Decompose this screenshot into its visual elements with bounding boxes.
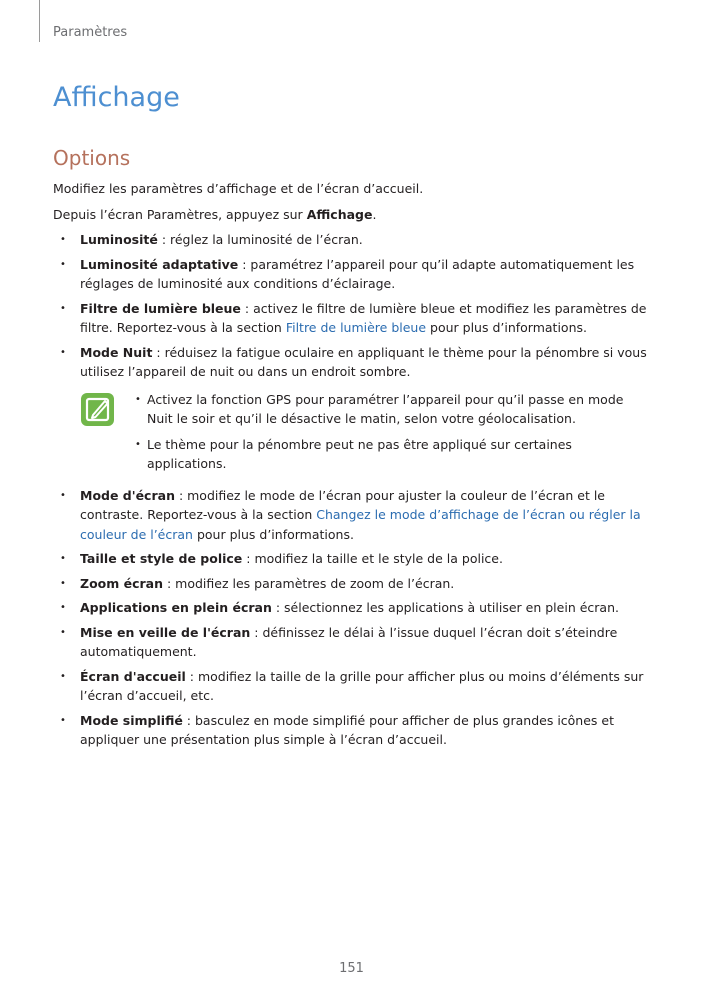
option-term: Filtre de lumière bleue: [80, 300, 241, 316]
screen-mode-link[interactable]: Changez le mode d’affichage de l’écran ou régler la couleur de l’écran: [80, 507, 641, 542]
option-desc: : sélectionnez les applications à utiliser en plein écran.: [271, 600, 619, 615]
option-desc: : modifiez les paramètres de zoom de l’écran.: [163, 575, 455, 591]
list-item: [53, 230, 653, 250]
option-term: Applications en plein écran: [80, 600, 272, 615]
option-term: Mode simplifié: [80, 712, 183, 728]
option-term: Écran d'accueil: [80, 668, 186, 684]
option-desc: : basculez en mode simplifié pour afficher de plus grandes icônes et appliquer une présentation plus simple à l’écran d’accueil.: [80, 712, 614, 747]
list-item: [53, 343, 653, 382]
option-desc: : définissez le délai à l’issue duquel l’écran doit s’éteindre automatiquement.: [80, 624, 618, 659]
option-term: Luminosité: [80, 232, 158, 247]
note-item: • Activez la fonction GPS pour paramétrer l’appareil pour qu’il passe en mode Nuit le soir et qu’il le désactive le matin, selon votre géolocalisation.: [135, 390, 653, 429]
list-item: [53, 299, 653, 338]
note-pencil-icon: [81, 393, 114, 426]
blue-light-filter-link[interactable]: Filtre de lumière bleue: [285, 320, 427, 335]
header-divider: [39, 0, 40, 42]
options-list-b: [53, 486, 653, 750]
list-item: [53, 598, 653, 618]
instruction-prefix: Depuis l’écran Paramètres, appuyez sur: [53, 206, 307, 222]
page-number: 151: [339, 961, 364, 976]
instruction-bold: Affichage: [306, 206, 373, 222]
option-desc: : modifiez la taille de la grille pour afficher plus ou moins d’éléments sur l’écran d’accueil, etc.: [80, 668, 644, 703]
option-desc: : activez le filtre de lumière bleue et modifiez les paramètres de filtre. Reportez-vous à la section: [80, 300, 647, 335]
option-desc-after: pour plus d’informations.: [192, 526, 354, 542]
option-desc: : modifiez le mode de l’écran pour ajuster la couleur de l’écran et le contraste. Reportez-vous à la section: [80, 487, 605, 522]
note-list: [135, 390, 653, 474]
list-item: [53, 711, 653, 750]
option-desc: : paramétrez l’appareil pour qu’il adapte automatiquement les réglages de luminosité aux conditions d’éclairage.: [80, 256, 635, 291]
header-section-label: Paramètres: [53, 25, 128, 40]
list-item: [53, 667, 653, 706]
options-list-a: [53, 230, 653, 382]
note-box: [53, 390, 653, 474]
option-desc: : réglez la luminosité de l’écran.: [157, 232, 363, 247]
option-term: Luminosité adaptative: [80, 256, 239, 272]
list-item: [53, 623, 653, 662]
main-content: [53, 179, 653, 755]
option-term: Mode d'écran: [80, 487, 175, 503]
option-term: Mode Nuit: [80, 344, 153, 360]
instruction-text: [53, 205, 653, 225]
intro-text: Modifiez les paramètres d’affichage et de l’écran d’accueil.: [53, 181, 424, 196]
list-item: [53, 486, 653, 545]
list-item: [53, 574, 653, 594]
list-item: [53, 255, 653, 294]
section-title: Options: [53, 146, 131, 170]
page-title: Affichage: [53, 82, 180, 113]
option-term: Mise en veille de l'écran: [80, 624, 251, 640]
option-desc: : réduisez la fatigue oculaire en appliquant le thème pour la pénombre si vous utilisez l’appareil de nuit ou dans un endroit sombre.: [80, 344, 647, 379]
option-term: Zoom écran: [80, 575, 164, 591]
option-term: Taille et style de police: [80, 551, 243, 566]
option-desc: : modifiez la taille et le style de la police.: [242, 551, 503, 566]
option-desc-after: pour plus d’informations.: [426, 320, 587, 335]
note-item: • Le thème pour la pénombre peut ne pas être appliqué sur certaines applications.: [135, 435, 653, 474]
instruction-suffix: .: [372, 206, 377, 222]
list-item: [53, 549, 653, 569]
